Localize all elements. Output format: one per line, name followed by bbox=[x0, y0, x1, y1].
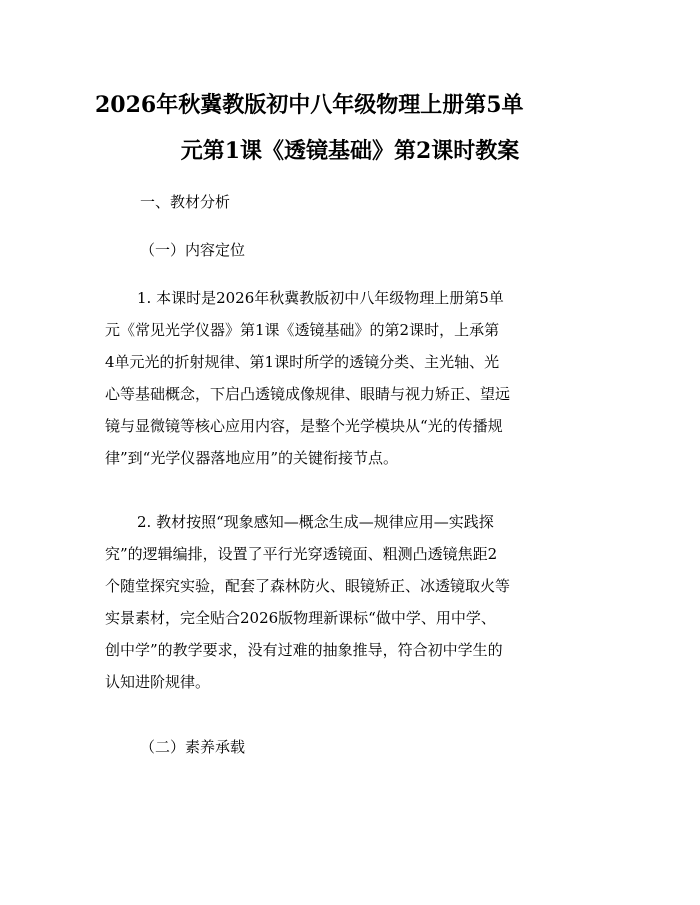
paragraph-line: 实景素材，完全贴合2026版物理新课标“做中学、用中学、 bbox=[105, 609, 496, 627]
document-title bbox=[95, 82, 605, 174]
title-line-1: 2026年秋冀教版初中八年级物理上册第5单 bbox=[95, 92, 524, 118]
paragraph-line: 元《常见光学仪器》第1课《透镜基础》的第2课时，上承第 bbox=[105, 321, 500, 339]
paragraph-1 bbox=[105, 282, 605, 474]
section-heading-textbook-analysis: 一、教材分析 bbox=[140, 193, 231, 211]
paragraph-line: 4单元光的折射规律、第1课时所学的透镜分类、主光轴、光 bbox=[105, 353, 500, 371]
paragraph-line: 心等基础概念，下启凸透镜成像规律、眼睛与视力矫正、望远 bbox=[105, 385, 511, 403]
paragraph-line: 律”到“光学仪器落地应用”的关键衔接节点。 bbox=[105, 449, 399, 467]
paragraph-line: 2. 教材按照“现象感知—概念生成—规律应用—实践探 bbox=[137, 513, 494, 531]
paragraph-line: 镜与显微镜等核心应用内容，是整个光学模块从“光的传播规 bbox=[105, 417, 503, 435]
paragraph-line: 1. 本课时是2026年秋冀教版初中八年级物理上册第5单 bbox=[137, 289, 504, 307]
subsection-heading-content-positioning: （一）内容定位 bbox=[140, 241, 246, 259]
subsection-heading-literacy: （二）素养承载 bbox=[140, 738, 246, 756]
paragraph-line: 究”的逻辑编排，设置了平行光穿透镜面、粗测凸透镜焦距2 bbox=[105, 545, 498, 563]
paragraph-line: 创中学”的教学要求，没有过难的抽象推导，符合初中学生的 bbox=[105, 641, 503, 659]
paragraph-2 bbox=[105, 506, 605, 698]
paragraph-line: 认知进阶规律。 bbox=[105, 673, 211, 691]
paragraph-line: 个随堂探究实验，配套了森林防火、眼镜矫正、冰透镜取火等 bbox=[105, 577, 511, 595]
title-line-2: 元第1课《透镜基础》第2课时教案 bbox=[180, 138, 520, 164]
